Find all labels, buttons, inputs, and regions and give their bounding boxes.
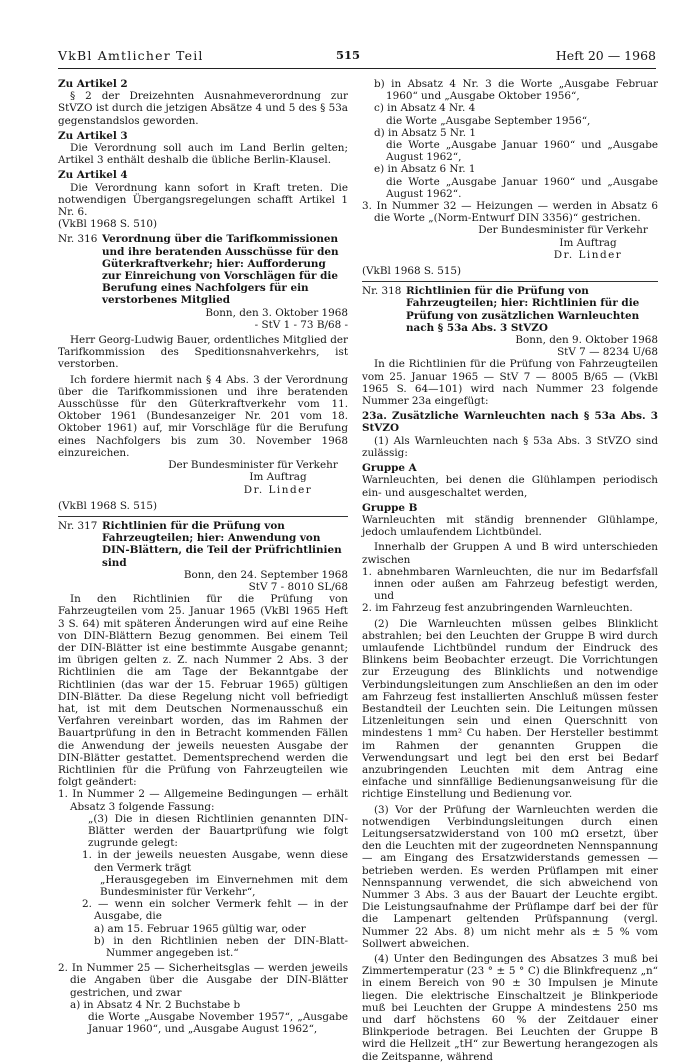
paragraph: (1) Als Warnleuchten nach § 53a Abs. 3 StVZO sind zulässig: <box>362 434 658 459</box>
list-item: b) in den Richtlinien neben der DIN-Blatt-Nummer angegeben ist.“ <box>94 934 348 960</box>
signature-authority: Der Bundesminister für Verkehr <box>478 224 648 237</box>
entry-date: Bonn, den 3. Oktober 1968 <box>205 306 348 319</box>
paragraph: § 2 der Dreizehnten Ausnahmeverordnung zur StVZO ist durch die jetzigen Absätze 4 und 5 des § 53a gegenstandslos geworden. <box>58 90 348 127</box>
list-item: b) in Absatz 4 Nr. 3 die Worte „Ausgabe Februar 1960“ und „Ausgabe Oktober 1956“, <box>374 78 658 103</box>
paragraph: Die Verordnung soll auch im Land Berlin gelten; Artikel 3 enthält deshalb die übliche Berlin-Klausel. <box>58 142 348 167</box>
entry-file-number: StV 7 - 8010 SL/68 <box>248 580 348 593</box>
list-item: e) in Absatz 6 Nr. 1 <box>374 163 476 176</box>
paragraph: (3) Vor der Prüfung der Warnleuchten werden die notwendigen Verbindungsleitungen durch einen Leitungsersatzwiderstand von 100 mΩ ersetzt, über den die Leuchten mit der zugeordneten Nennspannung — am Eingang des Ersatzwiderstands gemessen — betrieben werden. Es werden Prüflampen mit einer Nennspannung verwendet, die sich abweichend von Nummer 3 Abs. 3 aus der Bauart der Leuchte ergibt. Die Leistungsaufnahme der Prüflampe darf bei der für die Lampenart geltenden Prüfspannung (vergl. Nummer 22 Abs. 8) um nicht mehr als ± 5 % vom Sollwert abweichen. <box>362 803 658 950</box>
entry-number: Nr. 316 <box>58 233 98 246</box>
paragraph: Die Verordnung kann sofort in Kraft treten. Die notwendigen Übergangsregelungen schafft Artikel 1 Nr. 6. <box>58 181 348 219</box>
signature-block <box>58 459 348 496</box>
list-item: a) in Absatz 4 Nr. 2 Buchstabe b <box>70 998 241 1011</box>
entry-date: Bonn, den 24. September 1968 <box>183 568 348 581</box>
list-item: 3. In Nummer 32 — Heizungen — werden in Absatz 6 die Worte „(Norm-Entwurf DIN 3356)“ gestrichen. <box>362 200 658 225</box>
list-item: 1. abnehmbaren Warnleuchten, die nur im Bedarfsfall innen oder außen am Fahrzeug befestigt werden, und <box>362 565 658 603</box>
entry-number: Nr. 318 <box>362 285 402 298</box>
list-item: 1. In Nummer 2 — Allgemeine Bedingungen — erhält Absatz 3 folgende Fassung: <box>58 788 348 813</box>
list-item: a) am 15. Februar 1965 gültig war, oder <box>94 922 306 935</box>
list-item-text: die Worte „Ausgabe November 1957“, „Ausgabe Januar 1960“, und „Ausgabe August 1962“, <box>88 1011 348 1036</box>
signature-mandate: Im Auftrag <box>559 236 617 249</box>
issue-info: Heft 20 — 1968 <box>555 48 656 63</box>
signature-authority: Der Bundesminister für Verkehr <box>168 459 338 472</box>
list-item: 2. im Fahrzeug fest anzubringenden Warnleuchten. <box>362 602 633 615</box>
entry-file-number: StV 7 — 8234 U/68 <box>557 346 658 359</box>
quoted-text: „(3) Die in diesen Richtlinien genannten DIN-Blätter werden der Bauartprüfung wie folgt zugrunde gelegt: <box>88 812 348 850</box>
paragraph: (4) Unter den Bedingungen des Absatzes 3 muß bei Zimmertemperatur (23 ° ± 5 ° C) die Blinkfrequenz „n“ in einem Bereich von 90 ± 30 Impulsen je Minute liegen. Die elektrische Einschaltzeit je Blinkperiode muß bei Leuchten der Gruppe A mindestens 250 ms und darf höchstens 60 % der Zeitdauer einer Blinkperiode betragen. Bei Leuchten der Gruppe B wird die Hellzeit „tH“ zur Bewertung herangezogen als die Zeitspanne, während <box>362 953 658 1063</box>
paragraph: Warnleuchten, bei denen die Glühlampen periodisch ein- und ausgeschaltet werden, <box>362 474 658 499</box>
page-header <box>58 46 656 69</box>
right-column <box>362 78 658 1063</box>
section-heading: Zu Artikel 4 <box>58 169 128 182</box>
list-item: 1. in der jeweils neuesten Ausgabe, wenn diese den Vermerk trägt <box>82 849 348 874</box>
entry-318-heading <box>362 285 658 334</box>
entry-317-heading <box>58 520 348 569</box>
paragraph: In den Richtlinien für die Prüfung von Fahrzeugteilen vom 25. Januar 1965 (VkBl 1965 Heft 3 S. 64) mit späteren Änderungen wird auf eine Reihe von DIN-Blättern Bezug genommen. Bei einem Teil der DIN-Blätter ist eine bestimmte Ausgabe genannt; im übrigen gelten z. Z. nach Nummer 2 Abs. 3 der Richtlinien die am Tage der Bekanntgabe der Richtlinien (das war der 15. Februar 1965) gültigen DIN-Blätter. Da diese Regelung nicht voll befriedigt hat, ist mit dem Deutschen Normenausschuß ein Verfahren vereinbart worden, das im Rahmen der Bauartprüfung in den in Betracht kommenden Fällen die Anwendung der jeweils neuesten Ausgabe der DIN-Blätter gestattet. Dementsprechend werden die Richtlinien für die Prüfung von Fahrzeugteilen wie folgt geändert: <box>58 593 348 789</box>
paragraph: Ich fordere hiermit nach § 4 Abs. 3 der Verordnung über die Tarifkommissionen und ihre beratenden Ausschüsse für den Güterkraftverkehr vom 11. Oktober 1961 (Bundesanzeiger Nr. 201 vom 18. Oktober 1961) auf, mir Vorschläge für die Berufung eines Nachfolgers bis zum 30. November 1968 einzureichen. <box>58 373 348 459</box>
reference: (VkBl 1968 S. 515) <box>58 499 158 512</box>
section-heading: Zu Artikel 2 <box>58 78 128 90</box>
entry-title: Richtlinien für die Prüfung von Fahrzeugteilen; hier: Richtlinien für die Prüfung von zusätzlichen Warnleuchten nach § 53a Abs. 3 StVZO <box>406 285 640 334</box>
section-heading: 23a. Zusätzliche Warnleuchten nach § 53a Abs. 3 StVZO <box>362 410 658 435</box>
signature-name: Dr. Linder <box>243 483 313 496</box>
paragraph: Innerhalb der Gruppen A und B wird unterschieden zwischen <box>362 541 658 566</box>
list-item: 2. In Nummer 25 — Sicherheitsglas — werden jeweils die Angaben über die Ausgabe der DIN-Blätter gestrichen, und zwar <box>58 962 348 999</box>
reference: (VkBl 1968 S. 510) <box>58 218 158 231</box>
divider <box>58 516 348 517</box>
section-heading: Zu Artikel 3 <box>58 129 128 142</box>
entry-title: Richtlinien für die Prüfung von Fahrzeugteilen; hier: Anwendung von DIN-Blättern, die Teil der Prüfrichtlinien sind <box>102 519 342 569</box>
list-item-text: die Worte „Ausgabe September 1956“, <box>386 114 591 127</box>
list-item-text: die Worte „Ausgabe Januar 1960“ und „Ausgabe August 1962“, <box>386 139 658 164</box>
signature-block <box>362 224 658 261</box>
quoted-text: „Herausgegeben im Einvernehmen mit dem Bundesminister für Verkehr“, <box>100 873 348 898</box>
paragraph: (2) Die Warnleuchten müssen gelbes Blinklicht abstrahlen; bei den Leuchten der Gruppe B wird durch umlaufende Lichtbündel rundum der Eindruck des Blinkens beim Beobachter erzeugt. Die Vorrichtungen zur Erzeugung des Blinklichts und notwendige Verbindungsleitungen zum Anschließen an den im oder am Fahrzeug fest installierten Anschluß müssen fester Bestandteil der Leuchten sein. Die Leitungen müssen Litzenleitungen sein und einen Querschnitt von mindestens 1 mm² Cu haben. Der Hersteller bestimmt im Rahmen der genannten Gruppen die Verwendungsart und legt bei den erst bei Bedarf anzubringenden Leuchten mit dem Antrag eine einfache und sinnfällige Bedienungsanweisung für die richtige Einstellung und Bedienung vor. <box>362 617 658 801</box>
list-item-text: die Worte „Ausgabe Januar 1960“ und „Ausgabe August 1962“. <box>386 175 658 200</box>
signature-mandate: Im Auftrag <box>249 471 307 484</box>
entry-title: Verordnung über die Tarifkommissionen und ihre beratenden Ausschüsse für den Güterkraftverkehr; hier: Aufforderung zur Einreichung von Vorschlägen für die Berufung eines Nachfolgers für ein verstorbenes Mitglied <box>102 233 339 307</box>
page-number: 515 <box>336 48 361 62</box>
entry-date: Bonn, den 9. Oktober 1968 <box>515 334 658 347</box>
left-column <box>58 78 348 1035</box>
group-heading: Gruppe A <box>362 462 417 475</box>
group-heading: Gruppe B <box>362 501 418 514</box>
list-item: 2. — wenn ein solcher Vermerk fehlt — in der Ausgabe, die <box>82 898 348 923</box>
journal-title: VkBl Amtlicher Teil <box>58 48 204 63</box>
list-item: d) in Absatz 5 Nr. 1 <box>374 126 477 139</box>
reference: (VkBl 1968 S. 515) <box>362 265 462 278</box>
signature-name: Dr. Linder <box>553 248 623 261</box>
entry-316-heading <box>58 233 348 306</box>
paragraph: Herr Georg-Ludwig Bauer, ordentliches Mitglied der Tarifkommission des Speditionsnahverkehrs, ist verstorben. <box>58 334 348 371</box>
list-item: c) in Absatz 4 Nr. 4 <box>374 102 476 115</box>
entry-number: Nr. 317 <box>58 519 98 532</box>
paragraph: In die Richtlinien für die Prüfung von Fahrzeugteilen vom 25. Januar 1965 — StV 7 — 8005 B/65 — (VkBl 1965 S. 64—101) wird nach Nummer 23 folgende Nummer 23a eingefügt: <box>362 358 658 408</box>
paragraph: Warnleuchten mit ständig brennender Glühlampe, jedoch umlaufendem Lichtbündel. <box>362 513 658 539</box>
entry-file-number: - StV 1 - 73 B/68 - <box>254 318 348 331</box>
divider <box>362 281 658 282</box>
